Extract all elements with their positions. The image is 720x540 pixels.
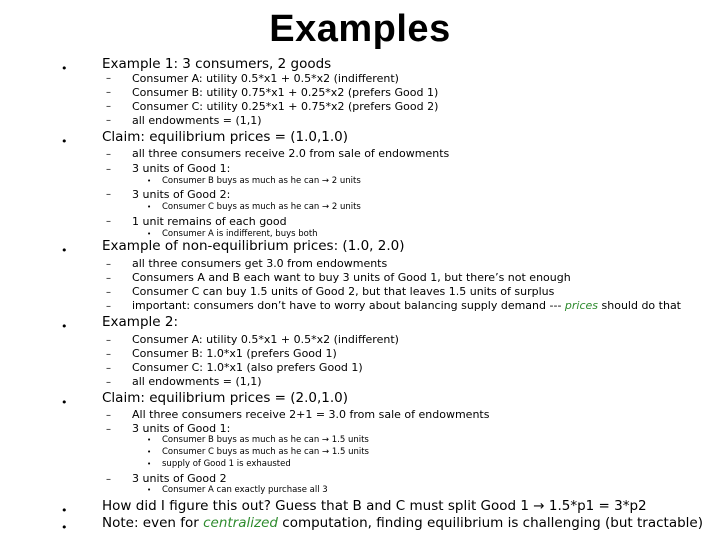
dash-icon: – xyxy=(106,101,111,112)
example1-heading: Example 1: 3 consumers, 2 goods xyxy=(102,56,332,72)
bullet-icon: • xyxy=(147,230,152,238)
prices-emphasis: prices xyxy=(564,299,599,312)
claim2-heading: Claim: equilibrium prices = (2.0,1.0) xyxy=(102,390,349,406)
claim1-line-b: 3 units of Good 1: xyxy=(132,162,231,175)
example2-consumer-b: Consumer B: 1.0*x1 (prefers Good 1) xyxy=(132,347,337,360)
bullet-icon: • xyxy=(147,486,152,494)
bullet-icon: • xyxy=(61,62,68,75)
example1-consumer-c: Consumer C: utility 0.25*x1 + 0.75*x2 (prefers Good 2) xyxy=(132,100,439,113)
dash-icon: – xyxy=(106,349,111,360)
dash-icon: – xyxy=(106,410,111,421)
dash-icon: – xyxy=(106,301,111,312)
bullet-icon: • xyxy=(61,521,68,534)
example1-consumer-a: Consumer A: utility 0.5*x1 + 0.5*x2 (indifferent) xyxy=(132,72,399,85)
centralized-note-post: computation, finding equilibrium is challenging (but tractable) xyxy=(277,515,703,531)
slide-title: Examples xyxy=(269,8,451,50)
nonequilibrium-line-b: Consumers A and B each want to buy 3 units of Good 1, but there’s not enough xyxy=(132,271,571,284)
centralized-note-pre: Note: even for xyxy=(102,515,204,531)
bullet-icon: • xyxy=(147,436,152,444)
bullet-icon: • xyxy=(61,320,68,333)
centralized-note xyxy=(102,515,703,531)
dash-icon: – xyxy=(106,377,111,388)
claim1-heading: Claim: equilibrium prices = (1.0,1.0) xyxy=(102,129,349,145)
nonequilibrium-line-d-post: should do that xyxy=(598,299,681,312)
bullet-icon: • xyxy=(61,396,68,409)
claim1-line-d: 1 unit remains of each good xyxy=(132,215,287,228)
claim1-line-a: all three consumers receive 2.0 from sale of endowments xyxy=(132,147,450,160)
dash-icon: – xyxy=(106,216,111,227)
centralized-emphasis: centralized xyxy=(203,515,278,531)
dash-icon: – xyxy=(106,335,111,346)
example2-endowments: all endowments = (1,1) xyxy=(132,375,262,388)
nonequilibrium-line-d xyxy=(132,299,681,312)
nonequilibrium-heading: Example of non-equilibrium prices: (1.0, 2.0) xyxy=(102,238,405,254)
claim2-line-c: 3 units of Good 2 xyxy=(132,472,227,485)
example1-consumer-b: Consumer B: utility 0.75*x1 + 0.25*x2 (prefers Good 1) xyxy=(132,86,439,99)
bullet-icon: • xyxy=(147,460,152,468)
example1-endowments: all endowments = (1,1) xyxy=(132,114,262,127)
example2-consumer-a: Consumer A: utility 0.5*x1 + 0.5*x2 (indifferent) xyxy=(132,333,399,346)
bullet-icon: • xyxy=(147,177,152,185)
bullet-icon: • xyxy=(147,203,152,211)
bullet-icon: • xyxy=(61,135,68,148)
nonequilibrium-line-c: Consumer C can buy 1.5 units of Good 2, but that leaves 1.5 units of surplus xyxy=(132,285,555,298)
claim2-line-b: 3 units of Good 1: xyxy=(132,422,231,435)
claim1-line-c: 3 units of Good 2: xyxy=(132,188,231,201)
dash-icon: – xyxy=(106,164,111,175)
dash-icon: – xyxy=(106,474,111,485)
dash-icon: – xyxy=(106,363,111,374)
bullet-icon: • xyxy=(61,244,68,257)
example2-heading: Example 2: xyxy=(102,314,178,330)
dash-icon: – xyxy=(106,73,111,84)
dash-icon: – xyxy=(106,424,111,435)
claim1-line-b1: Consumer B buys as much as he can → 2 units xyxy=(162,176,361,186)
claim2-line-b1: Consumer B buys as much as he can → 1.5 units xyxy=(162,435,369,445)
guess-note: How did I figure this out? Guess that B and C must split Good 1 → 1.5*p1 = 3*p2 xyxy=(102,498,647,514)
dash-icon: – xyxy=(106,87,111,98)
claim2-line-b3: supply of Good 1 is exhausted xyxy=(162,459,291,469)
dash-icon: – xyxy=(106,259,111,270)
claim1-line-c1: Consumer C buys as much as he can → 2 units xyxy=(162,202,361,212)
nonequilibrium-line-d-pre: important: consumers don’t have to worry about balancing supply demand --- xyxy=(132,299,565,312)
bullet-icon: • xyxy=(147,448,152,456)
claim2-line-a: All three consumers receive 2+1 = 3.0 from sale of endowments xyxy=(132,408,490,421)
dash-icon: – xyxy=(106,189,111,200)
example2-consumer-c: Consumer C: 1.0*x1 (also prefers Good 1) xyxy=(132,361,363,374)
dash-icon: – xyxy=(106,115,111,126)
claim1-line-d1: Consumer A is indifferent, buys both xyxy=(162,229,318,239)
nonequilibrium-line-a: all three consumers get 3.0 from endowments xyxy=(132,257,388,270)
dash-icon: – xyxy=(106,273,111,284)
bullet-icon: • xyxy=(61,504,68,517)
claim2-line-b2: Consumer C buys as much as he can → 1.5 units xyxy=(162,447,369,457)
dash-icon: – xyxy=(106,287,111,298)
claim2-line-c1: Consumer A can exactly purchase all 3 xyxy=(162,485,328,495)
dash-icon: – xyxy=(106,149,111,160)
